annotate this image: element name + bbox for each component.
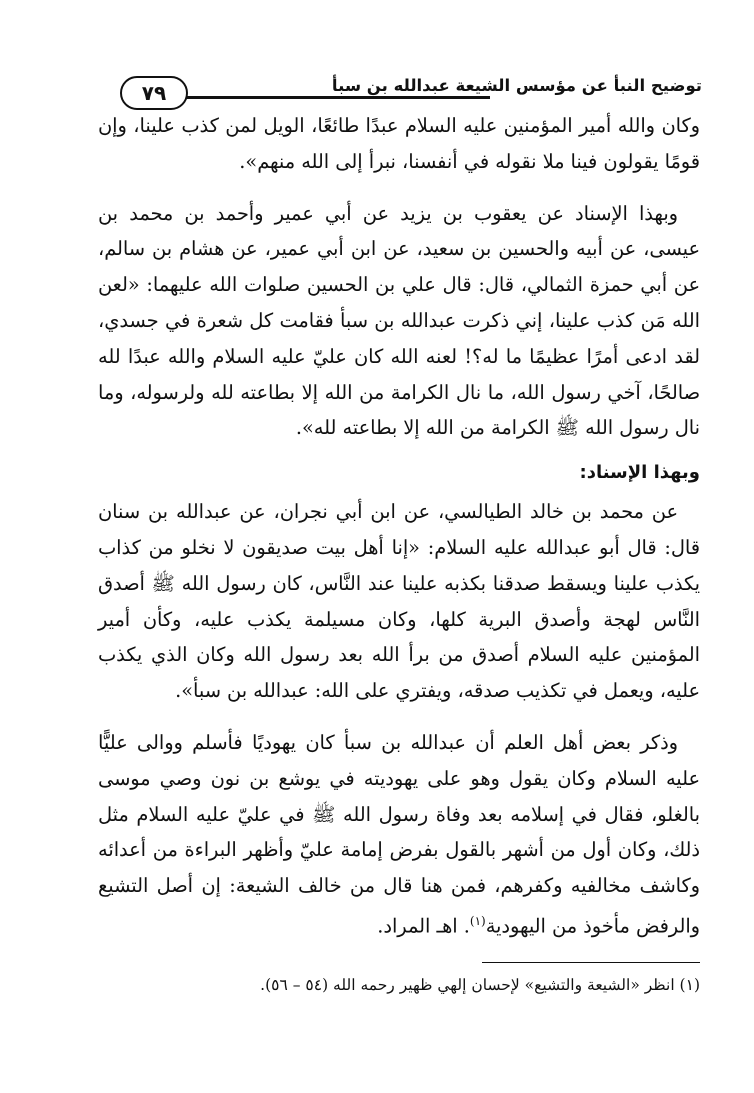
footnote: (١) انظر «الشيعة والتشيع» لإحسان إلهي ظهير رحمه الله (٥٤ – ٥٦). [260,976,700,994]
paragraph-4-text: وذكر بعض أهل العلم أن عبدالله بن سبأ كان يهوديًا فأسلم ووالى عليًّا عليه السلام وكان يقول وهو على يهوديته في يوشع بن نون وصي موسى بالغلو، فقال في إسلامه بعد وفاة رسول الله ﷺ في عليّ عليه السلام مثل ذلك، وكان أول من أشهر بالقول بفرض إمامة عليّ وأظهر البراءة من أعدائه وكاشف مخالفيه وكفرهم، فمن هنا قال من خالف الشيعة: إن أصل التشيع والرفض مأخوذ من اليهودية [98,730,700,938]
page-number-badge: ٧٩ [120,76,188,110]
header-title: توضيح النبأ عن مؤسس الشيعة عبدالله بن سبأ [331,76,702,95]
paragraph-3: عن محمد بن خالد الطيالسي، عن ابن أبي نجران، عن عبدالله بن سنان قال: قال أبو عبدالله عليه السلام: «إنا أهل بيت صديقون لا نخلو من كذاب يكذب علينا ويسقط صدقنا بكذبه علينا عند النَّاس، كان رسول الله ﷺ أصدق النَّاس لهجة وأصدق البرية كلها، وكان مسيلمة يكذب عليه، وكأن أمير المؤمنين عليه السلام أصدق من برأ الله بعد رسول الله وكان الذي يكذب عليه، ويعمل في تكذيب صدقه، ويفتري على الله: عبدالله بن سبأ». [98,500,700,703]
paragraph-4 [98,725,700,944]
header-rule [166,96,490,99]
footnote-reference: (١) [469,913,486,928]
paragraph-4-ending: . اهـ المراد. [377,914,470,938]
footnote-separator [482,962,700,963]
section-subheading: وبهذا الإسناد: [579,462,700,484]
paragraph-2: وبهذا الإسناد عن يعقوب بن يزيد عن أبي عمير وأحمد بن محمد بن عيسى، عن أبيه والحسين بن سعيد، عن ابن أبي عمير، عن هشام بن سالم، عن أبي حمزة الثمالي، قال: قال علي بن الحسين صلوات الله عليهما: «لعن الله مَن كذب علينا، إني ذكرت عبدالله بن سبأ فقامت كل شعرة في جسدي، لقد ادعى أمرًا عظيمًا ما له؟! لعنه الله كان عليّ عليه السلام والله عبدًا لله صالحًا، آخي رسول الله، ما نال الكرامة من الله إلا بطاعته لله ولرسوله، وما نال رسول الله ﷺ الكرامة من الله إلا بطاعته لله». [98,201,700,440]
paragraph-1: وكان والله أمير المؤمنين عليه السلام عبدًا طائعًا، الويل لمن كذب علينا، وإن قومًا يقولون فينا ملا نقوله في أنفسنا، نبرأ إلى الله منهم». [98,114,700,173]
body-text [98,108,700,944]
